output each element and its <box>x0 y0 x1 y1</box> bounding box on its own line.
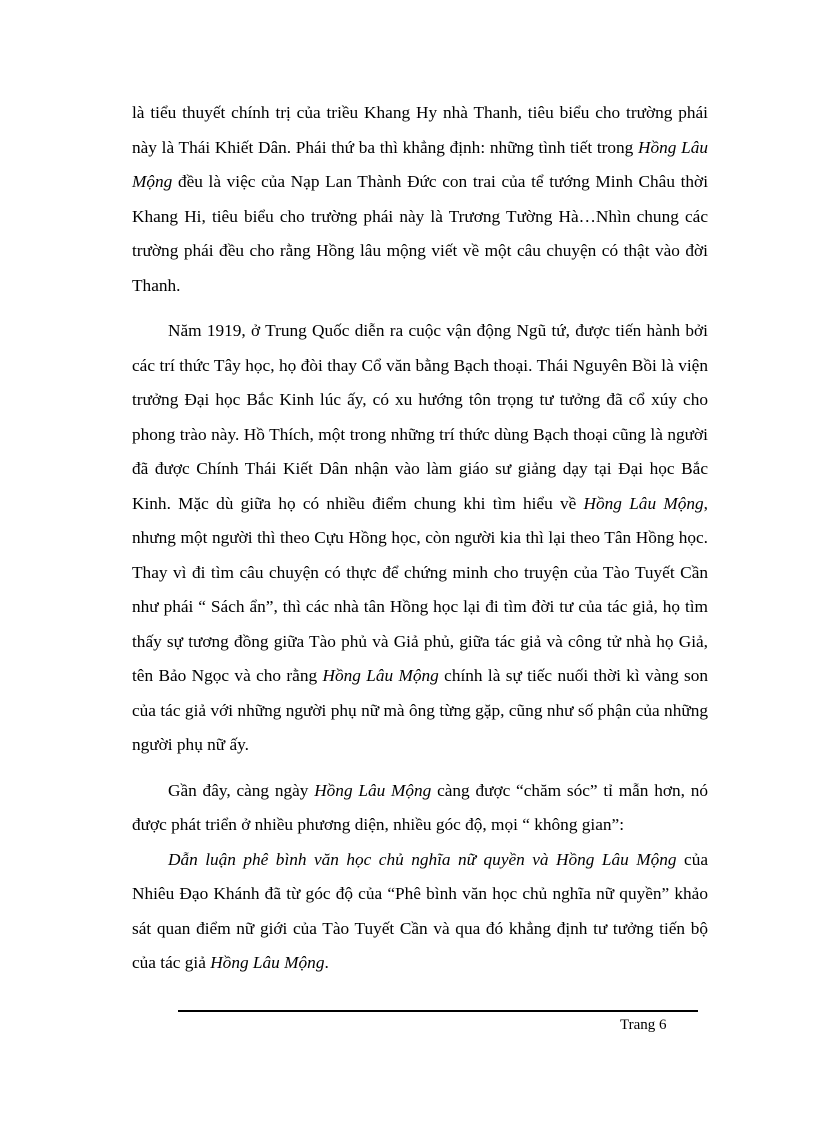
text-run: càng được “chăm sóc” tỉ mẫn hơn, nó được phát triển ở nhiều phương diện, nhiều góc độ, mọi “ không gian”: <box>132 780 708 834</box>
text-run: Gần đây, càng ngày <box>168 780 315 800</box>
paragraph-3 <box>132 774 708 843</box>
text-run: đều là việc của Nạp Lan Thành Đức con trai của tể tướng Minh Châu thời Khang Hi, tiêu biểu cho trường phái này là Trương Tường Hà…Nhìn chung các trường phái đều cho rằng Hồng lâu mộng viết về một câu chuyện có thật vào đời Thanh. <box>132 172 708 295</box>
paragraph-2 <box>132 314 708 763</box>
text-run: của Nhiêu Đạo Khánh đã từ góc độ của “Phê bình văn học chủ nghĩa nữ quyền” khảo sát quan điểm nữ giới của Tào Tuyết Cần và qua đó khẳng định tư tưởng tiến bộ của tác giả <box>132 849 708 972</box>
text-run: là tiểu thuyết chính trị của triều Khang Hy nhà Thanh, tiêu biểu cho trường phái này là Thái Khiết Dân. Phái thứ ba thì khẳng định: những tình tiết trong <box>132 103 708 157</box>
work-title: Dẫn luận phê bình văn học chủ nghĩa nữ quyền và Hồng Lâu Mộng <box>168 849 677 869</box>
text-run: , nhưng một người thì theo Cựu Hồng học, còn người kia thì lại theo Tân Hồng học. Thay vì đi tìm câu chuyện có thực để chứng minh cho truyện của Tào Tuyết Cần như phái “ Sách ẩn”, thì các nhà tân Hồng học lại đi tìm đời tư của tác giả, họ tìm thấy sự tương đồng giữa Tào phủ và Giả phủ, giữa tác giả và công tử nhà họ Giả, tên Bảo Ngọc và cho rằng <box>132 493 708 685</box>
text-run: . <box>324 953 329 972</box>
book-title: Hồng Lâu Mộng <box>132 137 708 191</box>
book-title: Hồng Lâu Mộng <box>583 493 704 513</box>
book-title: Hồng Lâu Mộng <box>322 666 439 685</box>
text-run: chính là sự tiếc nuối thời kì vàng son của tác giả với những người phụ nữ mà ông từng gặp, cũng như số phận của những người phụ nữ ấy. <box>132 666 708 754</box>
text-run: Năm 1919, ở Trung Quốc diễn ra cuộc vận động Ngũ tứ, được tiến hành bởi các trí thức Tây học, họ đòi thay Cổ văn bằng Bạch thoại. Thái Nguyên Bồi là viện trưởng Đại học Bắc Kinh lúc ấy, có xu hướng tôn trọng tư tưởng đã cổ xúy cho phong trào này. Hồ Thích, một trong những trí thức dùng Bạch thoại cũng là người đã được Chính Thái Kiết Dân nhận vào làm giáo sư giảng dạy tại Đại học Bắc Kinh. Mặc dù giữa họ có nhiều điểm chung khi tìm hiểu về <box>132 321 708 513</box>
footer-divider <box>178 1010 698 1012</box>
page-number: Trang 6 <box>620 1017 667 1033</box>
book-title: Hồng Lâu Mộng <box>210 953 325 972</box>
paragraph-4 <box>132 843 708 981</box>
paragraph-1 <box>132 96 708 303</box>
book-title: Hồng Lâu Mộng <box>314 780 432 800</box>
document-body <box>132 96 708 981</box>
